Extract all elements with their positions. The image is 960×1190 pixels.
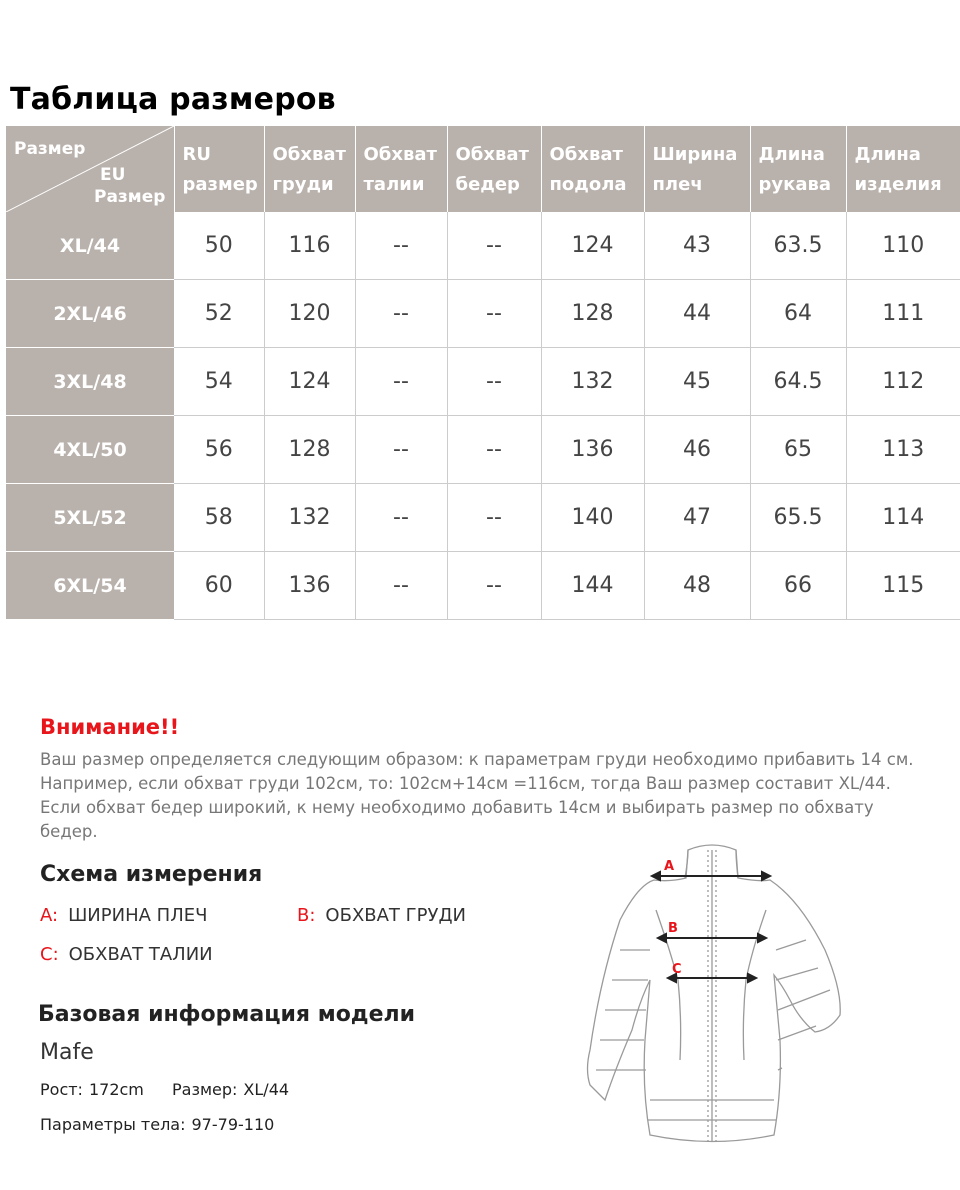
table-cell: 56 bbox=[174, 416, 264, 484]
table-cell: 144 bbox=[541, 552, 644, 620]
table-cell: -- bbox=[447, 280, 541, 348]
notice-title: Внимание!! bbox=[40, 715, 180, 739]
measure-a bbox=[40, 905, 207, 926]
table-cell: 48 bbox=[644, 552, 750, 620]
scheme-title: Схема измерения bbox=[40, 862, 263, 887]
table-cell: 60 bbox=[174, 552, 264, 620]
header-text: размер bbox=[182, 174, 258, 195]
table-cell: 132 bbox=[541, 348, 644, 416]
header-text: Обхват bbox=[363, 144, 437, 165]
model-info-title: Базовая информация модели bbox=[38, 1002, 416, 1027]
table-cell: 66 bbox=[750, 552, 846, 620]
table-cell: -- bbox=[447, 484, 541, 552]
table-row bbox=[6, 212, 960, 280]
table-cell: 47 bbox=[644, 484, 750, 552]
row-size-label: 3XL/48 bbox=[6, 348, 174, 416]
table-cell: -- bbox=[355, 484, 447, 552]
table-cell: 112 bbox=[846, 348, 960, 416]
header-ru-size bbox=[174, 126, 264, 212]
measure-a-key: A: bbox=[40, 905, 59, 926]
marker-b: B bbox=[668, 921, 678, 936]
table-cell: 64.5 bbox=[750, 348, 846, 416]
page-title: Таблица размеров bbox=[10, 82, 336, 117]
table-cell: 140 bbox=[541, 484, 644, 552]
table-cell: 111 bbox=[846, 280, 960, 348]
table-cell: 124 bbox=[541, 212, 644, 280]
corner-bottom-label: EU Размер bbox=[94, 165, 166, 207]
header-text: плеч bbox=[652, 174, 703, 195]
row-size-label: XL/44 bbox=[6, 212, 174, 280]
table-cell: 116 bbox=[264, 212, 355, 280]
header-text: подола bbox=[549, 174, 627, 195]
row-size-label: 2XL/46 bbox=[6, 280, 174, 348]
measure-b-label: ОБХВАТ ГРУДИ bbox=[325, 905, 466, 926]
header-chest bbox=[264, 126, 355, 212]
header-text: рукава bbox=[758, 174, 832, 195]
table-cell: 115 bbox=[846, 552, 960, 620]
table-cell: 128 bbox=[264, 416, 355, 484]
table-cell: -- bbox=[447, 552, 541, 620]
model-size: Размер: XL/44 bbox=[172, 1080, 290, 1099]
table-corner-header bbox=[6, 126, 174, 212]
table-cell: 110 bbox=[846, 212, 960, 280]
header-text: Обхват bbox=[455, 144, 529, 165]
measure-c-key: C: bbox=[40, 944, 59, 965]
table-cell: 46 bbox=[644, 416, 750, 484]
table-cell: -- bbox=[447, 348, 541, 416]
header-sleeve bbox=[750, 126, 846, 212]
table-cell: 128 bbox=[541, 280, 644, 348]
table-cell: 136 bbox=[541, 416, 644, 484]
measure-c-label: ОБХВАТ ТАЛИИ bbox=[68, 944, 213, 965]
table-cell: 114 bbox=[846, 484, 960, 552]
measure-b-key: B: bbox=[297, 905, 316, 926]
table-cell: 64 bbox=[750, 280, 846, 348]
table-row bbox=[6, 416, 960, 484]
header-length bbox=[846, 126, 960, 212]
header-text: RU bbox=[182, 144, 211, 165]
marker-a: A bbox=[664, 859, 675, 874]
table-cell: -- bbox=[447, 212, 541, 280]
table-cell: 136 bbox=[264, 552, 355, 620]
measure-c bbox=[40, 944, 213, 965]
table-header-row bbox=[6, 126, 960, 212]
model-height: Рост: 172cm bbox=[40, 1080, 144, 1099]
header-hem bbox=[541, 126, 644, 212]
coat-outline bbox=[588, 845, 841, 1142]
header-text: бедер bbox=[455, 174, 520, 195]
header-text: Длина bbox=[854, 144, 921, 165]
table-cell: 65 bbox=[750, 416, 846, 484]
header-text: талии bbox=[363, 174, 425, 195]
header-waist bbox=[355, 126, 447, 212]
row-size-label: 6XL/54 bbox=[6, 552, 174, 620]
table-cell: 113 bbox=[846, 416, 960, 484]
table-row bbox=[6, 552, 960, 620]
header-text: груди bbox=[272, 174, 334, 195]
corner-top-label: Размер bbox=[14, 139, 86, 159]
table-cell: 124 bbox=[264, 348, 355, 416]
model-params: Параметры тела: 97-79-110 bbox=[40, 1115, 275, 1134]
table-cell: 44 bbox=[644, 280, 750, 348]
table-cell: 132 bbox=[264, 484, 355, 552]
table-row bbox=[6, 484, 960, 552]
table-cell: -- bbox=[447, 416, 541, 484]
table-cell: 58 bbox=[174, 484, 264, 552]
size-table bbox=[6, 126, 960, 620]
header-shoulder bbox=[644, 126, 750, 212]
table-row bbox=[6, 280, 960, 348]
table-cell: -- bbox=[355, 552, 447, 620]
measure-b bbox=[297, 905, 466, 926]
model-name: Mafe bbox=[40, 1040, 94, 1065]
table-cell: -- bbox=[355, 416, 447, 484]
measure-a-label: ШИРИНА ПЛЕЧ bbox=[68, 905, 208, 926]
table-cell: 63.5 bbox=[750, 212, 846, 280]
row-size-label: 5XL/52 bbox=[6, 484, 174, 552]
table-cell: -- bbox=[355, 212, 447, 280]
header-text: Длина bbox=[758, 144, 825, 165]
table-cell: -- bbox=[355, 348, 447, 416]
table-row bbox=[6, 348, 960, 416]
table-cell: 45 bbox=[644, 348, 750, 416]
table-cell: 50 bbox=[174, 212, 264, 280]
header-hips bbox=[447, 126, 541, 212]
notice-text: Ваш размер определяется следующим образом: к параметрам груди необходимо прибавить 14 см. Например, если обхват груди 102см, то: 102см+14см =116см, тогда Ваш размер составит XL/44. Если обхват бедер широкий, к нему необходимо добавить 14см и выбирать размер по обхвату бедер. bbox=[40, 750, 914, 841]
header-text: Обхват bbox=[272, 144, 346, 165]
table-cell: 43 bbox=[644, 212, 750, 280]
table-cell: 52 bbox=[174, 280, 264, 348]
table-cell: 120 bbox=[264, 280, 355, 348]
table-cell: -- bbox=[355, 280, 447, 348]
coat-measurement-diagram bbox=[560, 840, 860, 1150]
table-cell: 54 bbox=[174, 348, 264, 416]
marker-c: C bbox=[672, 962, 682, 977]
row-size-label: 4XL/50 bbox=[6, 416, 174, 484]
header-text: изделия bbox=[854, 174, 942, 195]
header-text: Ширина bbox=[652, 144, 738, 165]
header-text: Обхват bbox=[549, 144, 623, 165]
table-cell: 65.5 bbox=[750, 484, 846, 552]
